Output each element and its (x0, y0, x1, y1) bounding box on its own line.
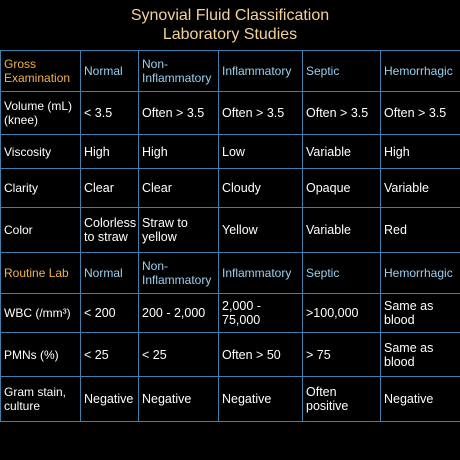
table-cell: Low (219, 135, 303, 169)
column-header-septic: Septic (303, 51, 381, 92)
row-label-color: Color (1, 208, 81, 253)
column-header-non-inflammatory: Non-Inflammatory (139, 51, 219, 92)
column-header-hemorrhagic: Hemorrhagic (381, 51, 460, 92)
column-header-normal: Normal (81, 253, 139, 294)
table-cell: High (139, 135, 219, 169)
section-header-routine-lab: Routine Lab (1, 253, 81, 294)
table-cell: Clear (81, 169, 139, 208)
table-cell: 200 - 2,000 (139, 294, 219, 333)
table-cell: High (81, 135, 139, 169)
table-cell: Same as blood (381, 294, 460, 333)
table-cell: Clear (139, 169, 219, 208)
table-cell: Often positive (303, 377, 381, 422)
table-cell: Straw to yellow (139, 208, 219, 253)
page-title (0, 6, 460, 44)
row-label-gram-stain: Gram stain, culture (1, 377, 81, 422)
table-row-viscosity (1, 135, 460, 169)
table-cell: Same as blood (381, 333, 460, 377)
table-cell: Negative (139, 377, 219, 422)
table-cell: High (381, 135, 460, 169)
table-cell: Often > 50 (219, 333, 303, 377)
row-label-clarity: Clarity (1, 169, 81, 208)
table-row-gram-stain (1, 377, 460, 422)
column-header-septic: Septic (303, 253, 381, 294)
row-label-wbc: WBC (/mm³) (1, 294, 81, 333)
title-line-1: Synovial Fluid Classification (130, 7, 330, 24)
column-header-inflammatory: Inflammatory (219, 253, 303, 294)
table-cell: Cloudy (219, 169, 303, 208)
table-cell: Colorless to straw (81, 208, 139, 253)
column-header-inflammatory: Inflammatory (219, 51, 303, 92)
table-cell: Often > 3.5 (139, 92, 219, 135)
table-cell: < 200 (81, 294, 139, 333)
table-cell: < 3.5 (81, 92, 139, 135)
table-cell: Negative (381, 377, 460, 422)
column-header-hemorrhagic: Hemorrhagic (381, 253, 460, 294)
table-row-clarity (1, 169, 460, 208)
row-label-volume: Volume (mL) (knee) (1, 92, 81, 135)
table-cell: >100,000 (303, 294, 381, 333)
classification-table (0, 50, 460, 422)
table-cell: Yellow (219, 208, 303, 253)
table-cell: Red (381, 208, 460, 253)
title-line-2: Laboratory Studies (162, 26, 298, 43)
table-cell: Often > 3.5 (381, 92, 460, 135)
table-cell: Variable (303, 135, 381, 169)
table-cell: Often > 3.5 (219, 92, 303, 135)
table-cell: < 25 (139, 333, 219, 377)
section-header-gross-examination: Gross Examination (1, 51, 81, 92)
table-cell: < 25 (81, 333, 139, 377)
column-header-normal: Normal (81, 51, 139, 92)
section-header-row (1, 253, 460, 294)
table-cell: Variable (303, 208, 381, 253)
row-label-pmns: PMNs (%) (1, 333, 81, 377)
table-cell: Variable (381, 169, 460, 208)
row-label-viscosity: Viscosity (1, 135, 81, 169)
table-cell: Opaque (303, 169, 381, 208)
column-header-non-inflammatory: Non-Inflammatory (139, 253, 219, 294)
section-header-row (1, 51, 460, 92)
table-row-color (1, 208, 460, 253)
table-cell: > 75 (303, 333, 381, 377)
table-cell: Negative (219, 377, 303, 422)
table-cell: Negative (81, 377, 139, 422)
table-row-pmns (1, 333, 460, 377)
table-row-volume (1, 92, 460, 135)
table-cell: 2,000 - 75,000 (219, 294, 303, 333)
table-row-wbc (1, 294, 460, 333)
table-cell: Often > 3.5 (303, 92, 381, 135)
